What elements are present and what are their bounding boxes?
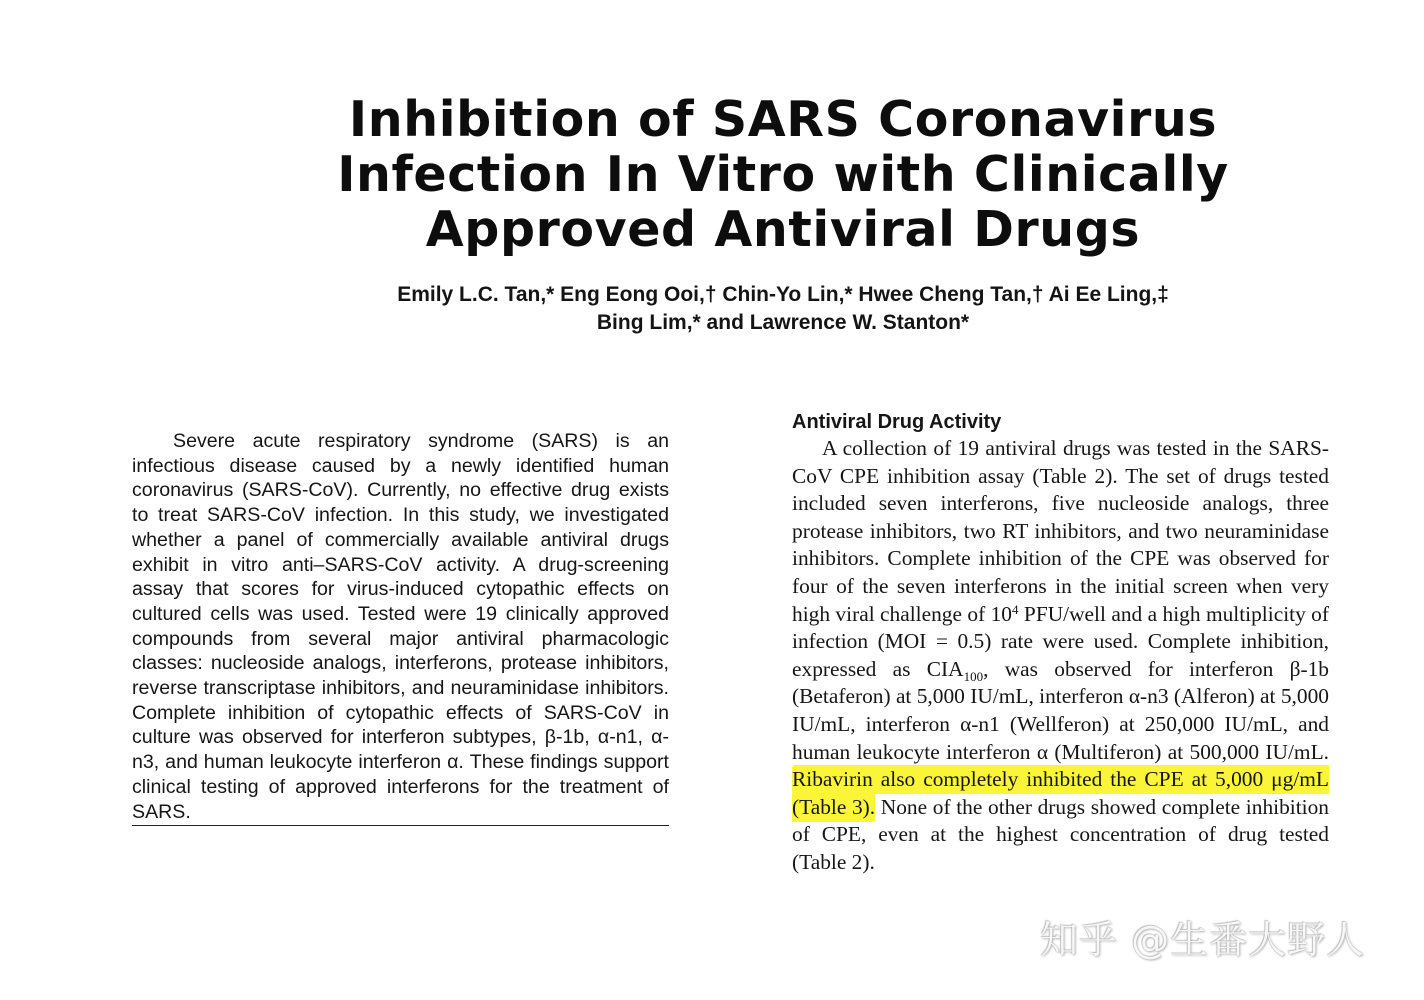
body-text-part-3: , was observed for interferon β-1b (Betaferon) at 5,000 IU/mL, interferon α-n3 (Alferon) at 5,000 IU/mL, interferon α-n1 (Wellferon) at 250,000 IU/mL, and human leukocyte interferon α (Multiferon) at 500,000 IU/mL.: [792, 656, 1329, 764]
body-text-part-2: PFU/well and a high multiplicity of infection (MOI = 0.5) rate were used. Complete inhibition, expressed as CIA: [792, 601, 1329, 681]
subscript-cia: 100: [963, 668, 984, 684]
paper-title: [250, 92, 1316, 257]
section-heading: Antiviral Drug Activity: [792, 411, 1002, 433]
title-line-3: Approved Antiviral Drugs: [425, 201, 1141, 258]
body-paragraph: [792, 435, 1329, 877]
author-list: [250, 281, 1316, 337]
authors-line-1: Emily L.C. Tan,* Eng Eong Ooi,† Chin-Yo Lin,* Hwee Cheng Tan,† Ai Ee Ling,‡: [397, 283, 1169, 306]
body-text-part-4: None of the other drugs showed complete inhibition of CPE, even at the highest concentration of drug tested (Table 2).: [792, 794, 1329, 874]
title-line-1: Inhibition of SARS Coronavirus: [348, 91, 1218, 148]
superscript-exponent: 4: [1012, 601, 1019, 617]
body-text-part-1: A collection of 19 antiviral drugs was tested in the SARS-CoV CPE inhibition assay (Table 2). The set of drugs tested included seven interferons, five nucleoside analogs, three protease inhibitors, two RT inhibitors, and two neuraminidase inhibitors. Complete inhibition of the CPE was observed for four of the seven interferons in the initial screen when very high viral challenge of 10: [792, 436, 1329, 626]
watermark: 知乎 @生番大野人: [1040, 918, 1366, 962]
highlighted-sentence: Ribavirin also completely inhibited the CPE at 5,000 μg/mL (Table 3).: [792, 765, 1329, 822]
title-line-2: Infection In Vitro with Clinically: [337, 146, 1229, 203]
authors-line-2: Bing Lim,* and Lawrence W. Stanton*: [596, 311, 970, 334]
abstract: Severe acute respiratory syndrome (SARS) is an infectious disease caused by a newly identified human coronavirus (SARS-CoV). Currently, no effective drug exists to treat SARS-CoV infection. In this study, we investigated whether a panel of commercially available antiviral drugs exhibit in vitro anti–SARS-CoV activity. A drug-screening assay that scores for virus-induced cytopathic effects on cultured cells was used. Tested were 19 clinically approved compounds from several major antiviral pharmacologic classes: nucleoside analogs, interferons, protease inhibitors, reverse transcriptase inhibitors, and neuraminidase inhibitors. Complete inhibition of cytopathic effects of SARS-CoV in culture was observed for interferon subtypes, β-1b, α-n1, α-n3, and human leukocyte interferon α. These findings support clinical testing of approved interferons for the treatment of SARS.: [132, 429, 669, 826]
